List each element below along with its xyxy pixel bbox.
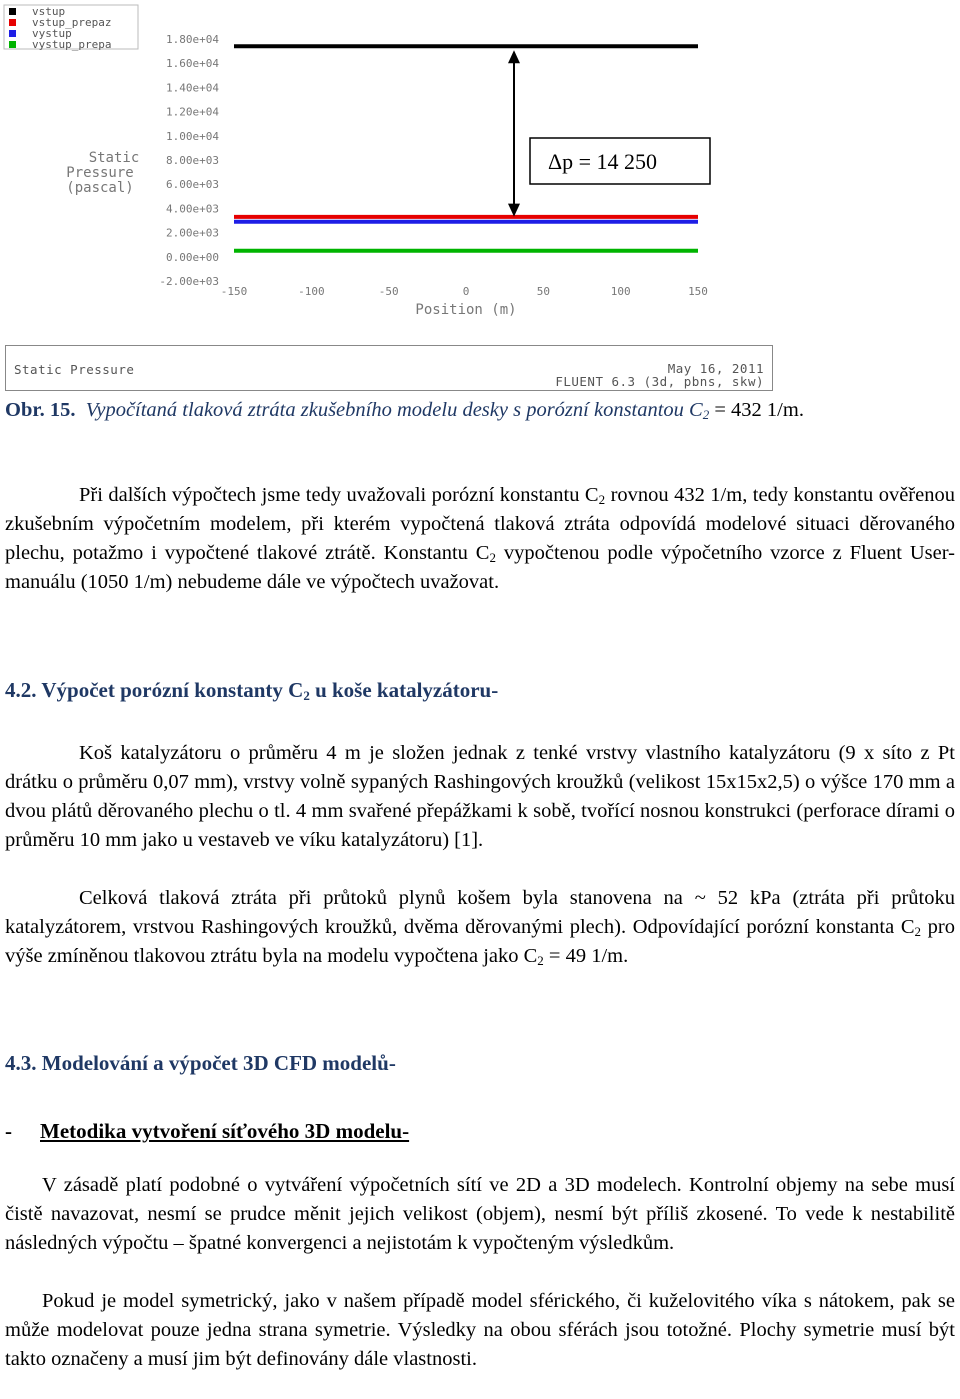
paragraph-constant	[5, 481, 955, 597]
chart-footer	[5, 345, 773, 391]
legend-swatch	[9, 19, 16, 26]
x-axis-label: Position (m)	[415, 302, 517, 318]
x-tick-label: 100	[610, 285, 631, 298]
paragraph-symmetry: Pokud je model symetrický, jako v našem případě model sférického, či kuželovitého víka s nátokem, pak se může modelovat pouze jedna strana symetrie. Výsledky na obou sférách jsou totožné. Plochy symetrie musí být takto označeny a musí jim být definovány dále vlastnosti.	[5, 1290, 955, 1370]
y-tick-label: 1.20e+04	[166, 105, 219, 119]
text-run: = 49 1/m.	[543, 945, 629, 967]
delta-p-annotation	[508, 50, 710, 216]
x-axis-ticks	[221, 285, 708, 298]
x-tick-label: -50	[378, 285, 399, 298]
text-run: pro výše zmíněnou tlakovou ztrátu byla na modelu vypočtena jako C	[5, 916, 955, 967]
y-axis-label	[66, 150, 139, 196]
y-tick-label: 1.80e+04	[166, 33, 219, 46]
text-sub: 2	[489, 550, 496, 565]
y-tick-label: 1.40e+04	[166, 81, 219, 95]
caption-sub: 2	[702, 407, 710, 422]
heading-4-2	[5, 678, 498, 703]
pressure-chart	[0, 0, 960, 335]
y-tick-label: 2.00e+03	[166, 226, 219, 240]
legend-label: vystup	[32, 27, 72, 40]
paragraph-basket: Koš katalyzátoru o průměru 4 m je složen jednak z tenké vrstvy vlastního katalyzátoru (9 x síto z Pt drátku o průměru 0,07 mm), vrstvy volně sypaných Rashingových kroužků (velikost 15x15x2,5) o výšce 170 mm a dvou plátů děrovaného plechu o tl. 4 mm svařené přepážkami k sobě, tvořící nosnou konstrukci (perforace dírami o průměru 10 mm jako u vestaveb ve víku katalyzátoru) [1].	[5, 742, 955, 851]
caption-rest: = 432 1/m.	[709, 399, 804, 421]
y-axis-label-line: Static	[88, 150, 140, 166]
x-tick-label: 0	[462, 285, 470, 298]
legend-swatch	[9, 41, 16, 48]
y-tick-label: -2.00e+03	[159, 275, 219, 288]
arrow-head-up	[508, 50, 520, 63]
arrow-head-down	[508, 204, 520, 217]
heading-rest: u koše katalyzátoru-	[309, 678, 499, 702]
text-sub: 2	[598, 492, 606, 507]
text-sub: 2	[537, 953, 544, 968]
x-tick-label: 50	[536, 285, 550, 298]
y-axis-label-line: (pascal)	[66, 180, 134, 196]
list-dash: -	[5, 1119, 12, 1143]
legend-label: vstup_prepaz	[32, 16, 112, 29]
y-tick-label: 1.00e+04	[166, 129, 219, 143]
y-tick-label: 8.00e+03	[166, 154, 219, 167]
heading-text: Modelování a výpočet 3D CFD modelů-	[41, 1051, 396, 1075]
caption-label: Obr. 15.	[5, 399, 76, 421]
legend-swatch	[9, 8, 16, 15]
chart-legend	[4, 5, 138, 51]
legend-swatch	[9, 30, 16, 37]
heading-4-3	[5, 1051, 396, 1076]
subheading-mesh	[5, 1119, 409, 1144]
x-tick-label: -100	[298, 285, 325, 298]
paragraph-mesh: V zásadě platí podobné o vytváření výpočetních sítí ve 2D a 3D modelech. Kontrolní objemy na sebe musí čistě navazovat, nesmí se prudce měnit jejich velikost (objem), nesmí být příliš zkosené. To vede k nestabilitě následných výpočtu – špatné konvergenci a nejistotám k vypočteným výsledkům.	[5, 1174, 955, 1254]
y-axis-label-line: Pressure	[66, 165, 134, 181]
heading-number: 4.2.	[5, 678, 37, 702]
y-tick-label: 6.00e+03	[166, 178, 219, 192]
paragraph-pressure-loss	[5, 884, 955, 971]
text-sub: 2	[914, 924, 922, 939]
text-run: Při dalších výpočtech jsme tedy uvažovali porózní konstantu C	[79, 484, 599, 506]
text-run: Celková tlaková ztráta při průtoků plynů košem byla stanovena na ~ 52 kPa (ztráta při průtoku katalyzátorem, vrstvou Rashingových kroužků, dvěma děrovanými plech). Odpovídající porózní konstanta C	[5, 887, 955, 938]
text-run: rovnou 432 1/m, tedy konstantu ověřenou zkušebním výpočetním modelem, při kterém vypočtená tlaková ztráta odpovídá modelové situaci děrovaného plechu, potažmo i vypočtené tlakové ztrátě. Konstantu C	[5, 484, 955, 564]
text-run: vypočtenou podle výpočetního vzorce z Fluent User-manuálu (1050 1/m) nebudeme dále ve výpočtech uvažovat.	[5, 542, 956, 593]
legend-label: vstup	[32, 5, 66, 18]
subheading-text: Metodika vytvoření síťového 3D modelu-	[40, 1119, 410, 1143]
y-tick-label: 4.00e+03	[166, 202, 219, 216]
heading-number: 4.3.	[5, 1051, 37, 1075]
footer-date: May 16, 2011	[667, 361, 764, 376]
x-tick-label: 150	[688, 285, 708, 298]
footer-title: Static Pressure	[14, 362, 135, 377]
figure-caption	[5, 396, 955, 425]
heading-text: Výpočet porózní konstanty C	[41, 678, 304, 702]
legend-label: vystup_prepa	[32, 38, 112, 51]
y-tick-label: 0.00e+00	[166, 250, 219, 264]
y-axis-ticks	[159, 33, 219, 288]
caption-text: Vypočítaná tlaková ztráta zkušebního modelu desky s porózní konstantou C	[85, 399, 703, 421]
heading-sub: 2	[303, 688, 310, 703]
delta-p-label: Δp = 14 250	[548, 149, 658, 174]
x-tick-label: -150	[220, 285, 248, 298]
y-tick-label: 1.60e+04	[166, 57, 219, 71]
footer-solver: FLUENT 6.3 (3d, pbns, skw)	[555, 374, 764, 389]
